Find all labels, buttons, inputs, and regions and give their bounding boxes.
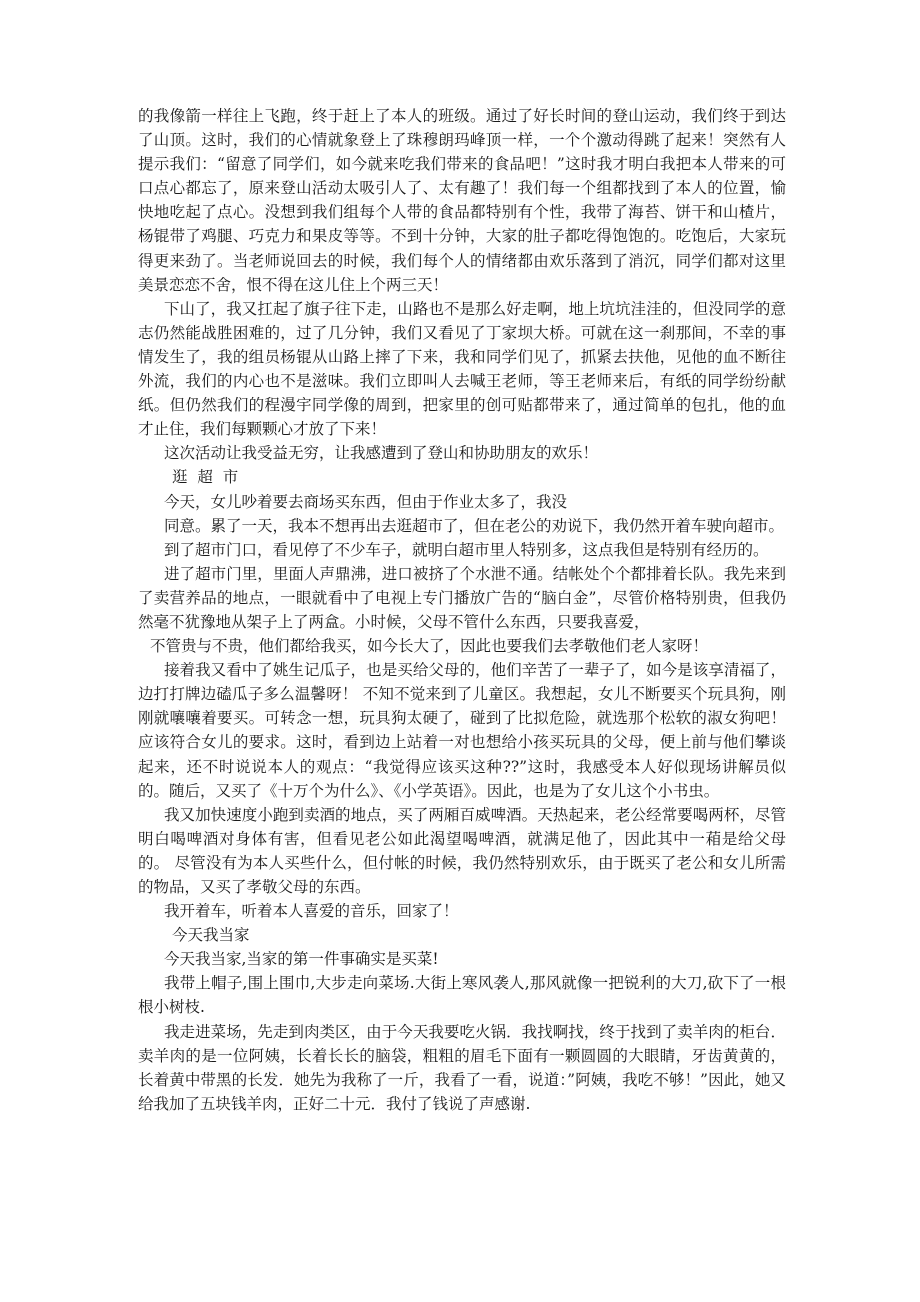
paragraph-14: 我走进菜场，先走到肉类区，由于今天我要吃火锅．我找啊找，终于找到了卖羊肉的柜台．卖羊肉的是一位阿姨，长着长长的脑袋，粗粗的眉毛下面有一颗圆圆的大眼睛，牙齿黄黄的，长着黄中带黑的长发．她先为我称了一斤，我看了一看，说道：”阿姨，我吃不够！”因此，她又给我加了五块钱羊肉，正好二十元．我付了钱说了声感谢. [138, 1022, 786, 1113]
paragraph-9: 接着我又看中了姚生记瓜子，也是买给父母的，他们辛苦了一辈子了，如今是该享清福了，边打打牌边磕瓜子多么温馨呀！ 不知不觉来到了儿童区。我想起，女儿不断要买个玩具狗，刚刚就嚷嚷着要买。可转念一想，玩具狗太硬了，碰到了比拟危险，就选那个松软的淑女狗吧！应该符合女儿的要求。这时，看到边上站着一对也想给小孩买玩具的父母，便上前与他们攀谈起来，还不时说说本人的观点：“我觉得应该买这种??”这时，我感受本人好似现场讲解员似的。随后，又买了《十万个为什么》、《小学英语》。因此，也是为了女儿这个小书虫。 [138, 661, 786, 800]
paragraph-11: 我开着车，听着本人喜爱的音乐，回家了！ [164, 902, 459, 921]
paragraph-1: 的我像箭一样往上飞跑，终于赶上了本人的班级。通过了好长时间的登山运动，我们终于到达了山顶。这时，我们的心情就象登上了珠穆朗玛峰顶一样，一个个激动得跳了起来！突然有人提示我们：“留意了同学们，如今就来吃我们带来的食品吧！”这时我才明白我把本人带来的可口点心都忘了，原来登山活动太吸引人了、太有趣了！我们每一个组都找到了本人的位置，愉快地吃起了点心。没想到我们组每个人带的食品都特别有个性，我带了海苔、饼干和山楂片，杨锟带了鸡腿、巧克力和果皮等等。不到十分钟，大家的肚子都吃得饱饱的。吃饱后，大家玩得更来劲了。当老师说回去的时候，我们每个人的情绪都由欢乐落到了消沉，同学们都对这里美景恋恋不舍，恨不得在这儿住上个两三天！ [138, 107, 786, 294]
paragraph-13: 我带上帽子,围上围巾,大步走向菜场.大街上寒风袭人,那风就像一把锐利的大刀,砍下了一根根小树枝. [138, 974, 786, 1017]
paragraph-7: 进了超市门里，里面人声鼎沸，进口被挤了个水泄不通。结帐处个个都排着长队。我先来到了卖营养品的地点，一眼就看中了电视上专门播放广告的“脑白金”，尽管价格特别贵，但我仍然毫不犹豫地从架子上了两盒。小时候，父母不管什么东西，只要我喜爱， [138, 564, 786, 631]
paragraph-5: 同意。累了一天，我本不想再出去逛超市了，但在老公的劝说下，我仍然开着车驶向超市。 [164, 516, 785, 535]
paragraph-4: 今天，女儿吵着要去商场买东西，但由于作业太多了，我没 [164, 492, 568, 511]
paragraph-2: 下山了，我又扛起了旗子往下走，山路也不是那么好走啊，地上坑坑洼洼的，但没同学的意志仍然能战胜困难的，过了几分钟，我们又看见了丁家坝大桥。可就在这一刹那间，不幸的事情发生了，我的组员杨锟从山路上摔了下来，我和同学们见了，抓紧去扶他，见他的血不断往外流，我们的内心也不是滋味。我们立即叫人去喊王老师，等王老师来后，有纸的同学纷纷献纸。但仍然我们的程漫宇同学像的周到，把家里的创可贴都带来了，通过简单的包扎，他的血才止住，我们每颗颗心才放了下来！ [138, 299, 786, 439]
paragraph-6: 到了超市门口，看见停了不少车子，就明白超市里人特别多，这点我但是特别有经历的。 [164, 540, 769, 559]
section-title-home: 今天我当家 [172, 926, 250, 945]
paragraph-8: 不管贵与不贵，他们都给我买，如今长大了，因此也要我们去孝敬他们老人家呀！ [150, 637, 709, 656]
section-title-shopping: 逛 超 市 [172, 468, 239, 487]
paragraph-10: 我又加快速度小跑到卖酒的地点，买了两厢百威啤酒。天热起来，老公经常要喝两杯，尽管明白喝啤酒对身体有害，但看见老公如此渴望喝啤酒，就满足他了，因此其中一葙是给父母的。 尽管没有为本人买些什么，但付帐的时候，我仍然特别欢乐，由于既买了老公和女儿所需的物品，又买了孝敬父母的东西。 [138, 805, 786, 896]
paragraph-3: 这次活动让我受益无穷，让我感遭到了登山和协助朋友的欢乐！ [164, 444, 599, 463]
paragraph-12: 今天我当家,当家的第一件事确实是买菜! [164, 950, 439, 969]
document-body [138, 104, 786, 1116]
